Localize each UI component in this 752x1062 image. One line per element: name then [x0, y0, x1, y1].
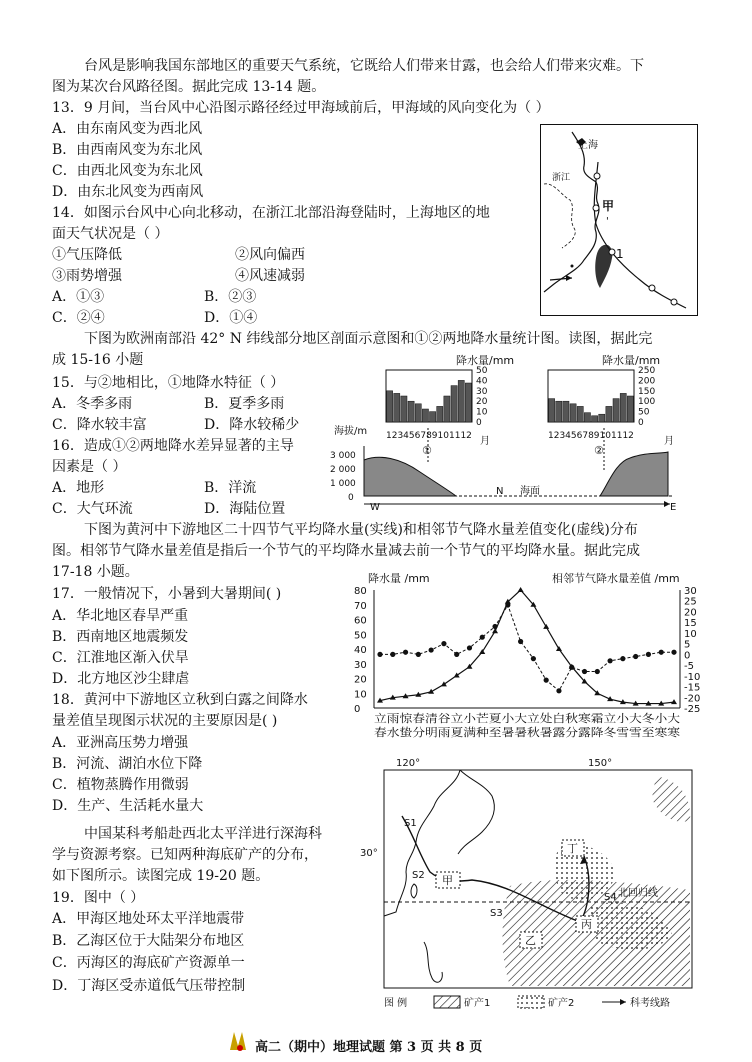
y2-tick: 10 [684, 628, 697, 640]
option-c: C．由西北风变为东北风 [52, 163, 203, 179]
precip-bar [556, 401, 562, 422]
question-stem: 14．如图示台风中心向北移动，在浙江北部沿海登陆时，上海地区的地 [52, 205, 490, 221]
diff-point [582, 669, 587, 674]
taiwan [411, 884, 417, 898]
intro-text: 图为某次台风路径图。据此完成 13-14 题。 [52, 79, 326, 95]
legend-route: 科考线路 [630, 998, 670, 1009]
y-tick: 30 [354, 659, 367, 671]
y2-tick: -5 [684, 661, 694, 673]
intro-text: 学与资源考察。已知两种海底矿产的分布， [52, 847, 318, 863]
diff-point [633, 654, 638, 659]
diff-point [569, 665, 574, 670]
legend-mineral2: 矿产2 [548, 998, 575, 1009]
label-number: 1 [616, 247, 624, 261]
months-1: 123456789101112 [386, 431, 472, 441]
precip-tick: 100 [638, 397, 656, 408]
diff-point [607, 658, 612, 663]
logo-mark [228, 1030, 252, 1052]
route-s3: S3 [490, 908, 503, 919]
precip-label-1: 降水量/mm [456, 354, 515, 367]
question-stem: 量差值呈现图示状况的主要原因是( ) [52, 713, 278, 729]
intro-text: 成 15-16 小题 [52, 352, 144, 368]
ocean-resource-map [360, 756, 700, 1026]
y-tick: 50 [354, 630, 367, 642]
y-tick: 20 [354, 674, 367, 686]
option-d: D．海陆位置 [204, 501, 286, 517]
diff-point [531, 656, 536, 661]
precip-bar [437, 406, 443, 422]
precip-bar [563, 401, 569, 422]
intro-text: 17-18 小题。 [52, 564, 139, 580]
precip-bar [387, 391, 393, 422]
lat-30: 30° [360, 848, 378, 859]
y2-tick: 15 [684, 618, 697, 630]
intro-text: 中国某科考船赴西北太平洋进行深海科 [84, 826, 322, 842]
precip-bar [422, 409, 428, 422]
y-tick: 70 [354, 600, 367, 612]
months-2: 123456789101112 [548, 431, 634, 441]
diff-point [671, 650, 676, 655]
typhoon-path-map [540, 124, 698, 316]
option-a: A．亚洲高压势力增强 [52, 735, 189, 751]
altitude-label: 海拔/m [334, 426, 368, 437]
mountain-left [364, 457, 456, 496]
y-tick: 80 [354, 586, 367, 597]
diff-point [556, 688, 561, 693]
lon-120: 120° [396, 758, 421, 769]
option-b: B．由西南风变为东北风 [52, 142, 203, 158]
area-ding: 丁 [567, 842, 578, 855]
label-jia: 甲 [602, 199, 615, 213]
alt-tick: 3 000 [330, 451, 356, 461]
y2-tick: 30 [684, 586, 697, 597]
north-label: N [496, 486, 504, 497]
option-d: D．北方地区沙尘肆虐 [52, 671, 190, 687]
alt-tick: 2 000 [330, 465, 356, 475]
option-a: A．地形 [52, 480, 105, 496]
question-stem: 16．造成①②两地降水差异显著的主导 [52, 438, 294, 454]
precip-tick: 50 [476, 366, 488, 376]
precip-tick: 200 [638, 376, 656, 387]
west-label: W [370, 502, 380, 513]
label-zhejiang: 浙江 [552, 173, 571, 183]
diff-line [380, 605, 674, 691]
diff-point [429, 647, 434, 652]
option-d: D．降水较稀少 [204, 417, 300, 433]
precip-point [518, 587, 524, 592]
option-c: C．②④ [52, 310, 105, 326]
east-label: E [670, 502, 677, 513]
question-stem: 17．一般情况下，小暑到大暑期间( ) [52, 586, 282, 602]
lon-150: 150° [588, 758, 613, 769]
question-stem: 13．9 月间，当台风中心沿图示路径经过甲海域前后，甲海域的风向变化为（ ） [52, 100, 550, 116]
intro-text: 图。相邻节气降水量差值是指后一个节气的平均降水量减去前一个节气的平均降水量。据此完成 [52, 543, 640, 559]
precip-bar [606, 406, 612, 422]
diff-point [454, 652, 459, 657]
diff-point [659, 650, 664, 655]
option-d: D．①④ [204, 310, 258, 326]
option-d: D．丁海区受赤道低气压带控制 [52, 978, 246, 994]
area-yi: 乙 [525, 934, 536, 947]
precip-tick: 30 [476, 386, 488, 397]
y2-tick: -25 [684, 704, 701, 715]
precip-bar [613, 399, 619, 422]
point-1: ① [422, 444, 432, 457]
diff-point [416, 652, 421, 657]
legend-title: 图 例 [384, 998, 408, 1009]
intro-text: 下图为黄河中下游地区二十四节气平均降水量(实线)和相邻节气降水量差值变化(虚线)分布 [84, 522, 638, 538]
y-tick: 0 [354, 704, 361, 715]
diff-point [620, 656, 625, 661]
option-d: D．由东北风变为西南风 [52, 184, 204, 200]
precip-tick: 40 [476, 376, 488, 387]
precip-bar [549, 399, 555, 422]
diff-point [518, 639, 523, 644]
precip-bar [408, 401, 414, 422]
intro-text: 如下图所示。读图完成 19-20 题。 [52, 868, 270, 884]
precip-tick: 10 [476, 407, 488, 418]
precip-bar [415, 404, 421, 422]
option-c: C．丙海区的海底矿产资源单一 [52, 955, 245, 971]
precip-point [543, 624, 549, 629]
statement-2: ②风向偏西 [235, 247, 305, 263]
route-s2: S2 [412, 870, 425, 881]
precip-bar [458, 380, 464, 422]
y2-tick: -10 [684, 671, 701, 683]
option-c: C．降水较丰富 [52, 417, 147, 433]
option-b: B．夏季多雨 [204, 396, 285, 412]
diff-point [441, 641, 446, 646]
label-mark: ' [606, 216, 609, 227]
precip-point [479, 649, 485, 654]
alt-tick: 0 [348, 493, 354, 503]
alt-tick: 1 000 [330, 479, 356, 489]
precip-tick: 150 [638, 386, 656, 397]
precip-bar [401, 396, 407, 422]
precip-line [380, 590, 674, 704]
chart1-bars [387, 380, 472, 422]
question-stem: 18．黄河中下游地区立秋到白露之间降水 [52, 692, 308, 708]
precip-tick: 20 [476, 397, 488, 408]
diff-point [403, 650, 408, 655]
precip-bar [570, 404, 576, 422]
y2-tick: -20 [684, 693, 701, 705]
diff-point [390, 652, 395, 657]
question-stem: 面天气状况是（ ） [52, 226, 169, 242]
page-footer: 高二（期中）地理试题 第 3 页 共 8 页 [255, 1040, 483, 1055]
option-a: A．①③ [52, 289, 105, 305]
option-a: A．华北地区春旱严重 [52, 608, 189, 624]
option-b: B．西南地区地震频发 [52, 629, 189, 645]
diff-point [377, 652, 382, 657]
option-c: C．植物蒸腾作用微弱 [52, 777, 189, 793]
question-stem: 19．图中（ ） [52, 890, 145, 906]
precip-bar [592, 416, 598, 422]
mountain-right [600, 452, 668, 496]
precip-bar [577, 406, 583, 422]
intro-text: 台风是影响我国东部地区的重要天气系统，它既给人们带来甘露，也会给人们带来灾难。下 [84, 58, 644, 74]
y2-tick: 25 [684, 596, 697, 608]
option-b: B．河流、湖泊水位下降 [52, 756, 203, 772]
option-a: A．冬季多雨 [52, 396, 133, 412]
precip-point [671, 699, 677, 704]
month-unit-2: 月 [664, 436, 674, 447]
intro-text: 下图为欧洲南部沿 42° N 纬线部分地区剖面示意图和①②两地降水量统计图。读图，据此完 [84, 331, 653, 347]
label-shanghai: 上海 [578, 140, 598, 151]
precip-label-2: 降水量/mm [602, 354, 661, 367]
diff-point [595, 669, 600, 674]
y-tick: 40 [354, 645, 367, 656]
precip-point [441, 681, 447, 686]
option-b: B．乙海区位于大陆架分布地区 [52, 933, 245, 949]
y2-tick: 20 [684, 607, 697, 619]
month-unit-1: 月 [480, 436, 490, 447]
precip-bar [620, 393, 626, 422]
precip-bar [584, 413, 590, 422]
y-tick: 60 [354, 615, 367, 627]
y-tick: 10 [354, 689, 367, 701]
point-2: ② [594, 444, 604, 457]
question-stem: 因素是（ ） [52, 459, 127, 475]
option-b: B．洋流 [204, 480, 257, 496]
sea-label: 海面 [520, 486, 540, 497]
y-axis-label: 降水量 /mm [368, 572, 430, 585]
diff-point [480, 635, 485, 640]
route-s4: S4 [604, 892, 617, 903]
precip-tick: 0 [476, 418, 482, 428]
precip-tick: 50 [638, 407, 650, 418]
chart2-bars [549, 393, 634, 422]
diff-point [544, 678, 549, 683]
area-bing: 丙 [581, 918, 592, 931]
term-row-top: 立雨惊春清谷立小芒夏小大立处白秋寒霜立小大冬小大 [374, 712, 638, 725]
solar-terms-chart [340, 570, 702, 742]
y2-tick: 5 [684, 639, 691, 651]
area-jia: 甲 [442, 874, 453, 887]
diff-point [467, 645, 472, 650]
option-c: C．江淮地区渐入伏旱 [52, 650, 189, 666]
statement-3: ③雨势增强 [52, 268, 122, 284]
precip-point [428, 689, 434, 694]
question-stem: 15．与②地相比，①地降水特征（ ） [52, 375, 285, 391]
diff-point [646, 652, 651, 657]
y2-tick: 0 [684, 650, 691, 662]
precip-bar [444, 396, 450, 422]
precip-bar [465, 383, 471, 422]
y2-tick: -15 [684, 682, 701, 694]
precip-bar [394, 393, 400, 422]
precip-tick: 0 [638, 418, 644, 428]
term-row-bottom: 春水蛰分明雨夏满种至暑暑秋暑露分露降冬雪雪至寒寒 [374, 726, 638, 739]
tropic-label: 北回归线 [618, 888, 658, 899]
precip-tick: 250 [638, 366, 656, 376]
option-b: B．②③ [204, 289, 257, 305]
y2-axis-label: 相邻节气降水量差值 /mm [552, 572, 680, 585]
option-c: C．大气环流 [52, 501, 133, 517]
route-s1: S1 [404, 818, 417, 829]
diff-point [505, 602, 510, 607]
precip-bar [599, 414, 605, 422]
precip-bar [627, 396, 633, 422]
diff-point [492, 624, 497, 629]
precip-bar [451, 386, 457, 422]
option-a: A．甲海区地处环太平洋地震带 [52, 911, 245, 927]
precip-point [454, 673, 460, 678]
europe-profile-figure [330, 354, 700, 514]
statement-4: ④风速减弱 [235, 268, 305, 284]
precip-bar [430, 412, 436, 422]
statement-1: ①气压降低 [52, 247, 122, 263]
precip-point [556, 646, 562, 651]
option-d: D．生产、生活耗水量大 [52, 798, 204, 814]
option-a: A．由东南风变为西北风 [52, 121, 203, 137]
legend-mineral1: 矿产1 [464, 998, 491, 1009]
